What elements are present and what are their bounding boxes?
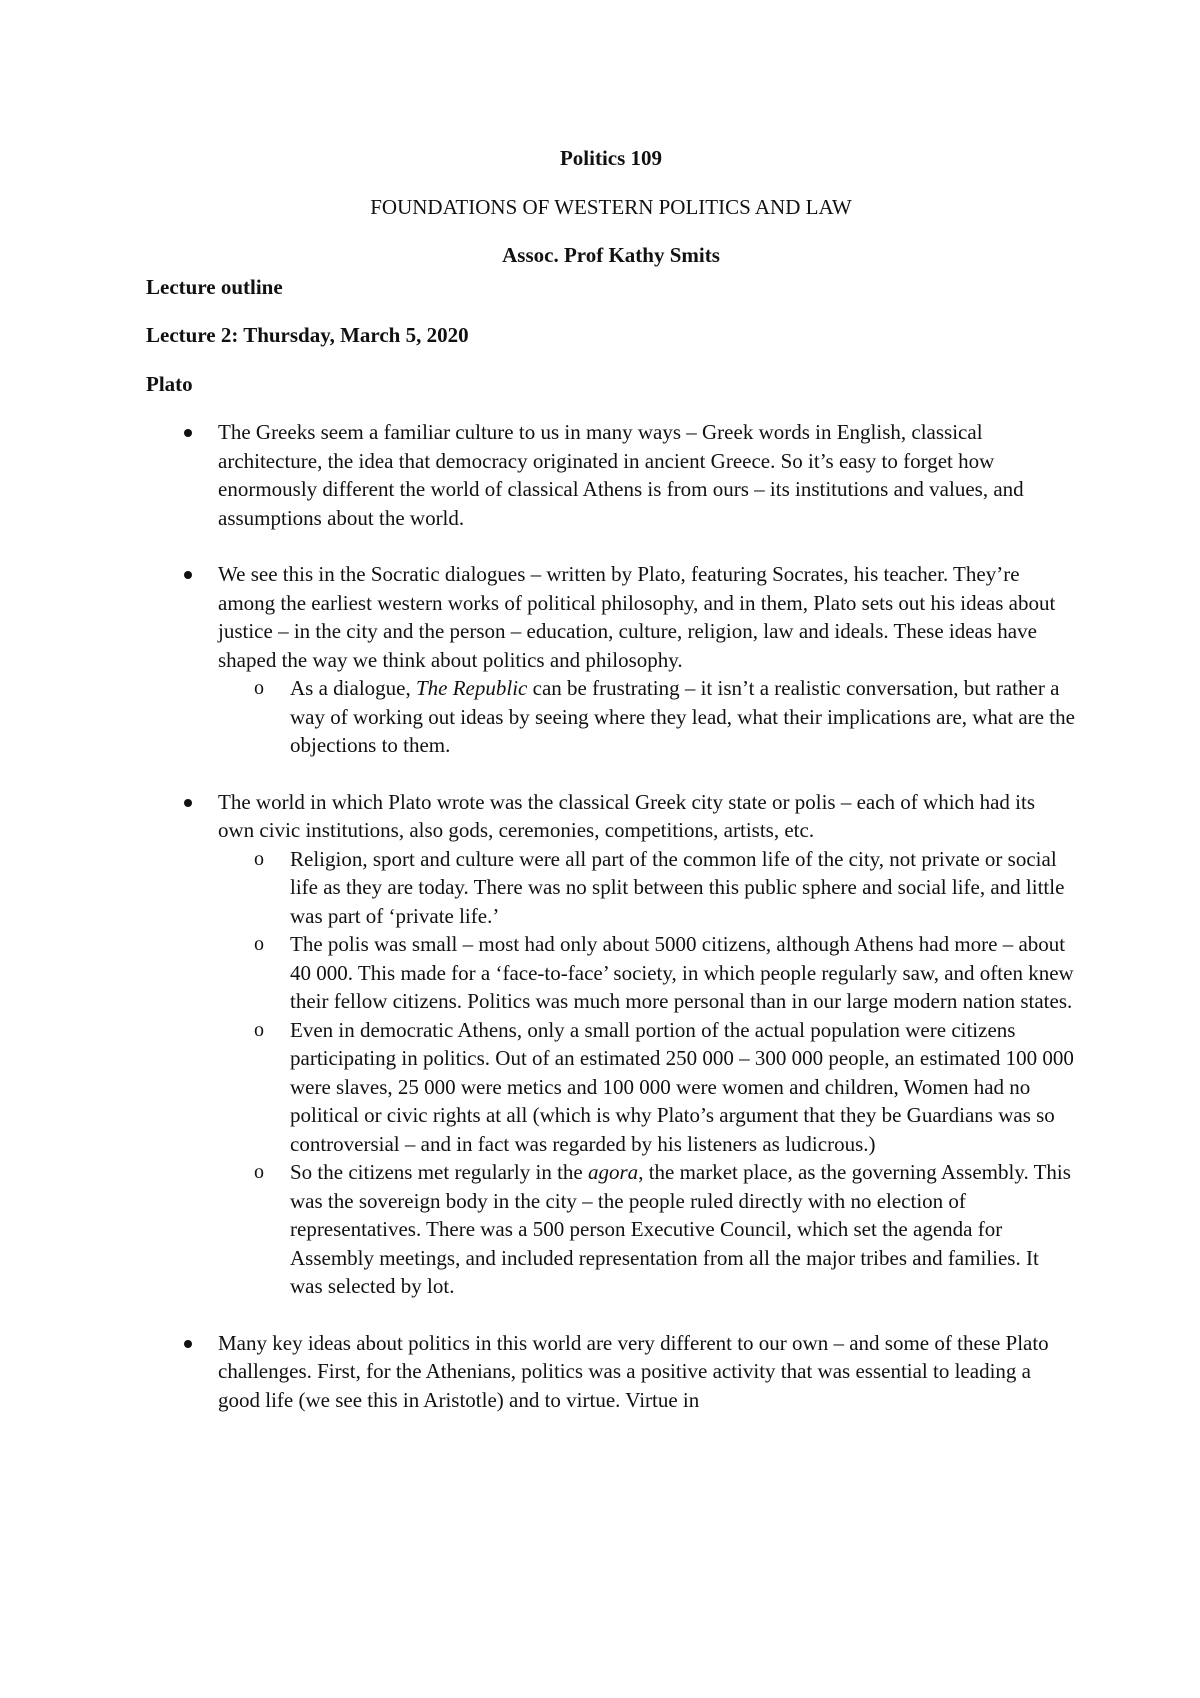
course-title: FOUNDATIONS OF WESTERN POLITICS AND LAW bbox=[370, 194, 852, 219]
hollow-circle-icon: o bbox=[254, 1018, 264, 1041]
sub-bullet-text: Religion, sport and culture were all part of the common life of the city, not private or social life as they are today. There was no split between this public sphere and social life, and little was part of ‘private life.’ bbox=[290, 846, 1065, 928]
sub-bullet-list bbox=[218, 845, 1076, 1301]
lecture-date-heading: Lecture 2: Thursday, March 5, 2020 bbox=[146, 323, 469, 347]
sub-bullet-text: So the citizens met regularly in the agora, the market place, as the governing Assembly. This was the sovereign body in the city – the people ruled directly with no election of representatives. There was a 500 person Executive Council, which set the agenda for Assembly meetings, and included representation from all the major tribes and families. It was selected by lot. bbox=[290, 1160, 1071, 1298]
bullet-item bbox=[146, 788, 1076, 1301]
bullet-text: The world in which Plato wrote was the classical Greek city state or polis – each of which had its own civic institutions, also gods, ceremonies, competitions, artists, etc. bbox=[218, 789, 1036, 842]
bullet-item bbox=[146, 560, 1076, 760]
sub-bullet-text: As a dialogue, The Republic can be frustrating – it isn’t a realistic conversation, but rather a way of working out ideas by seeing where they lead, what their implications are, what are the objections to them. bbox=[290, 676, 1075, 757]
sub-bullet-item bbox=[218, 674, 1076, 760]
bullet-dot-icon bbox=[184, 571, 192, 579]
sub-bullet-item bbox=[218, 930, 1076, 1016]
bullet-text: The Greeks seem a familiar culture to us in many ways – Greek words in English, classical architecture, the idea that democracy originated in ancient Greece. So it’s easy to forget how enormously different the world of classical Athens is from ours – its institutions and values, and assumptions about the world. bbox=[218, 420, 1024, 530]
sub-bullet-text: Even in democratic Athens, only a small portion of the actual population were citizens participating in politics. Out of an estimated 250 000 – 300 000 people, an estimated 100 000 were slaves, 25 000 were metics and 100 000 were women and children, Women had no political or civic rights at all (which is why Plato’s argument that they be Guardians was so controversial – and in fact was regarded by his listeners as ludicrous.) bbox=[290, 1017, 1074, 1156]
bullet-list bbox=[146, 418, 1076, 1414]
lecture-outline-heading: Lecture outline bbox=[146, 274, 283, 299]
sub-bullet-item bbox=[218, 1016, 1076, 1159]
instructor-name: Assoc. Prof Kathy Smits bbox=[502, 243, 720, 267]
document-content bbox=[146, 144, 1076, 1442]
bullet-dot-icon bbox=[184, 799, 192, 807]
hollow-circle-icon: o bbox=[254, 1161, 264, 1183]
section-title: Plato bbox=[146, 371, 193, 396]
hollow-circle-icon: o bbox=[254, 847, 264, 870]
sub-bullet-item bbox=[218, 845, 1076, 931]
hollow-circle-icon: o bbox=[254, 677, 264, 699]
bullet-text: Many key ideas about politics in this world are very different to our own – and some of these Plato challenges. First, for the Athenians, politics was a positive activity that was essential to leading a good life (we see this in Aristotle) and to virtue. Virtue in bbox=[218, 1330, 1049, 1412]
bullet-dot-icon bbox=[184, 429, 192, 437]
bullet-item bbox=[146, 418, 1076, 532]
book-title: The Republic bbox=[415, 676, 528, 700]
bullet-dot-icon bbox=[184, 1340, 192, 1348]
term-italic: agora bbox=[588, 1160, 639, 1184]
hollow-circle-icon: o bbox=[254, 933, 264, 955]
sub-bullet-item bbox=[218, 1158, 1076, 1301]
bullet-text: We see this in the Socratic dialogues – written by Plato, featuring Socrates, his teacher. They’re among the earliest western works of political philosophy, and in them, Plato sets out his ideas about justice – in the city and the person – education, culture, religion, law and ideals. These ideas have shaped the way we think about politics and philosophy. bbox=[218, 562, 1056, 672]
bullet-item bbox=[146, 1329, 1076, 1415]
sub-bullet-text: The polis was small – most had only about 5000 citizens, although Athens had more – about 40 000. This made for a ‘face-to-face’ society, in which people regularly saw, and often knew their fellow citizens. Politics was much more personal than in our large modern nation states. bbox=[290, 932, 1074, 1013]
sub-bullet-list bbox=[218, 674, 1076, 760]
course-code: Politics 109 bbox=[559, 146, 663, 170]
